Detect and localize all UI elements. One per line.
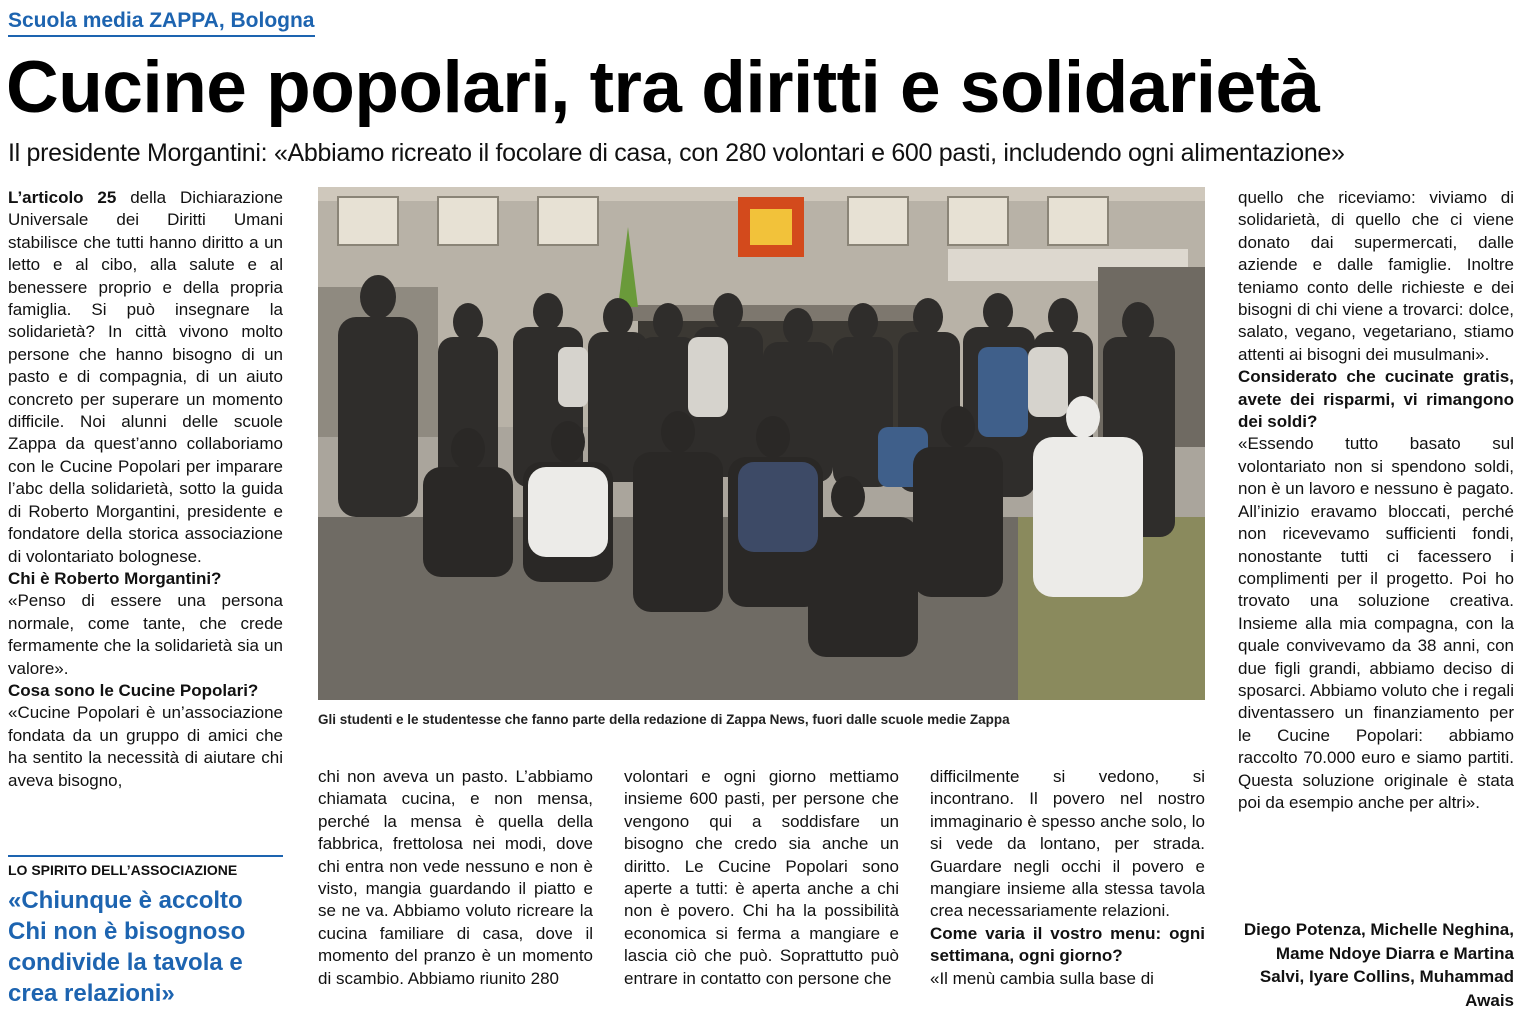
question-3: Come varia il vostro menu: ogni settimana, ogni giorno? <box>930 923 1205 966</box>
article-headline: Cucine popolari, tra diritti e solidarietà <box>6 47 1320 128</box>
article-byline: Diego Potenza, Michelle Neghina, Mame Ndoye Diarra e Martina Salvi, Iyare Collins, Muhammad Awais <box>1243 920 1514 1010</box>
quote-box-label: LO SPIRITO DELL’ASSOCIAZIONE <box>8 862 238 878</box>
question-1: Chi è Roberto Morgantini? <box>8 568 222 588</box>
section-kicker: Scuola media ZAPPA, Bologna <box>8 8 315 37</box>
article-subheadline: Il presidente Morgantini: «Abbiamo ricreato il focolare di casa, con 280 volontari e 600 pasti, includendo ogni alimentazione» <box>8 139 1345 167</box>
answer-1: «Penso di essere una persona normale, come tante, che crede fermamente che la solidarietà sia un valore». <box>8 591 283 678</box>
intro-paragraph <box>8 187 283 568</box>
question-2: Cosa sono le Cucine Popolari? <box>8 680 259 700</box>
intro-lead: L’articolo 25 <box>8 188 117 207</box>
article-column-2 <box>318 766 593 990</box>
answer-4: «Essendo tutto basato sul volontariato non si spendono soldi, non è un lavoro e nessuno è pagato. All’inizio eravamo bloccati, perché non ricevevamo sufficienti fondi, nonostante tutti ci facessero i complimenti per il progetto. Poi ho trovato una soluzione creativa. Insieme alla mia compagna, con la quale convivevamo da 38 anni, con due figli grandi, abbiamo deciso di sposarci. Abbiamo voluto che i regali diventassero un finanziamento per le Cucine Popolari: abbiamo raccolto 70.000 euro e siamo partiti. Questa soluzione originale è stata poi da esempio anche per altri». <box>1238 434 1514 812</box>
photo-caption: Gli studenti e le studentesse che fanno parte della redazione di Zappa News, fuori dalle scuole medie Zappa <box>318 712 1010 727</box>
question-4: Considerato che cucinate gratis, avete dei risparmi, vi rimangono dei soldi? <box>1238 367 1514 432</box>
article-column-5 <box>1238 187 1514 814</box>
column-2-text: chi non aveva un pasto. L’abbiamo chiamata cucina, e non mensa, perché la mensa è quella della fabbrica, frettolosa nei modi, dove chi entra non vede nessuno e non è visto, mangia guardando il piatto e se ne va. Abbiamo voluto ricreare la cucina familiare di casa, dove il momento del pranzo è un momento di scambio. Abbiamo riunito 280 <box>318 767 593 988</box>
column-4-text: difficilmente si vedono, si incontrano. Il povero nel nostro immaginario è spesso anche solo, lo si vede da lontano, per strada. Guardare negli occhi il povero e mangiare insieme alla stessa tavola crea necessariamente relazioni. <box>930 767 1205 921</box>
answer-3-continued: quello che riceviamo: viviamo di solidarietà, di quello che ci viene donato dai supermercati, dalle aziende e dalle famiglie. Inoltre teniamo conto delle richieste e dei bisogni di chi viene a trovarci: dolce, salato, vegano, vegetariano, stiamo attenti ai bisogni dei musulmani». <box>1238 188 1514 364</box>
group-photo <box>318 187 1205 700</box>
group-photo-illustration <box>318 187 1205 700</box>
intro-text: della Dichiarazione Universale dei Diritti Umani stabilisce che tutti hanno diritto a un letto e al cibo, alla salute e al benessere proprio e della propria famiglia. Si può insegnare la solidarietà? In città vivono molto persone che hanno bisogno di un pasto e di compagnia, di un aiuto concreto per superare un momento difficile. Noi alunni delle scuole Zappa da quest’anno collaboriamo con le Cucine Popolari per imparare l’abc della solidarietà, sotto la guida di Roberto Morgantini, presidente e fondatore della storica associazione di volontariato bolognese. <box>8 188 283 566</box>
article-column-1 <box>8 187 283 792</box>
article-column-3 <box>624 766 899 990</box>
quote-box-rule <box>8 855 283 857</box>
pull-quote: «Chiunque è accolto Chi non è bisognoso condivide la tavola e crea relazioni» <box>8 887 246 1007</box>
column-3-text: volontari e ogni giorno mettiamo insieme 600 pasti, per persone che vengono qui a soddisfare un bisogno che credo sia anche un diritto. Le Cucine Popolari sono aperte a tutti: è aperta anche a chi non è povero. Chi ha la possibilità economica si ferma a mangiare e lascia ciò che può. Soprattutto può entrare in contatto con persone che <box>624 767 899 988</box>
answer-2: «Cucine Popolari è un’associazione fondata da un gruppo di amici che ha sentito la necessità di aiutare chi aveva bisogno, <box>8 703 283 790</box>
article-column-4 <box>930 766 1205 990</box>
answer-3-start: «Il menù cambia sulla base di <box>930 968 1154 988</box>
